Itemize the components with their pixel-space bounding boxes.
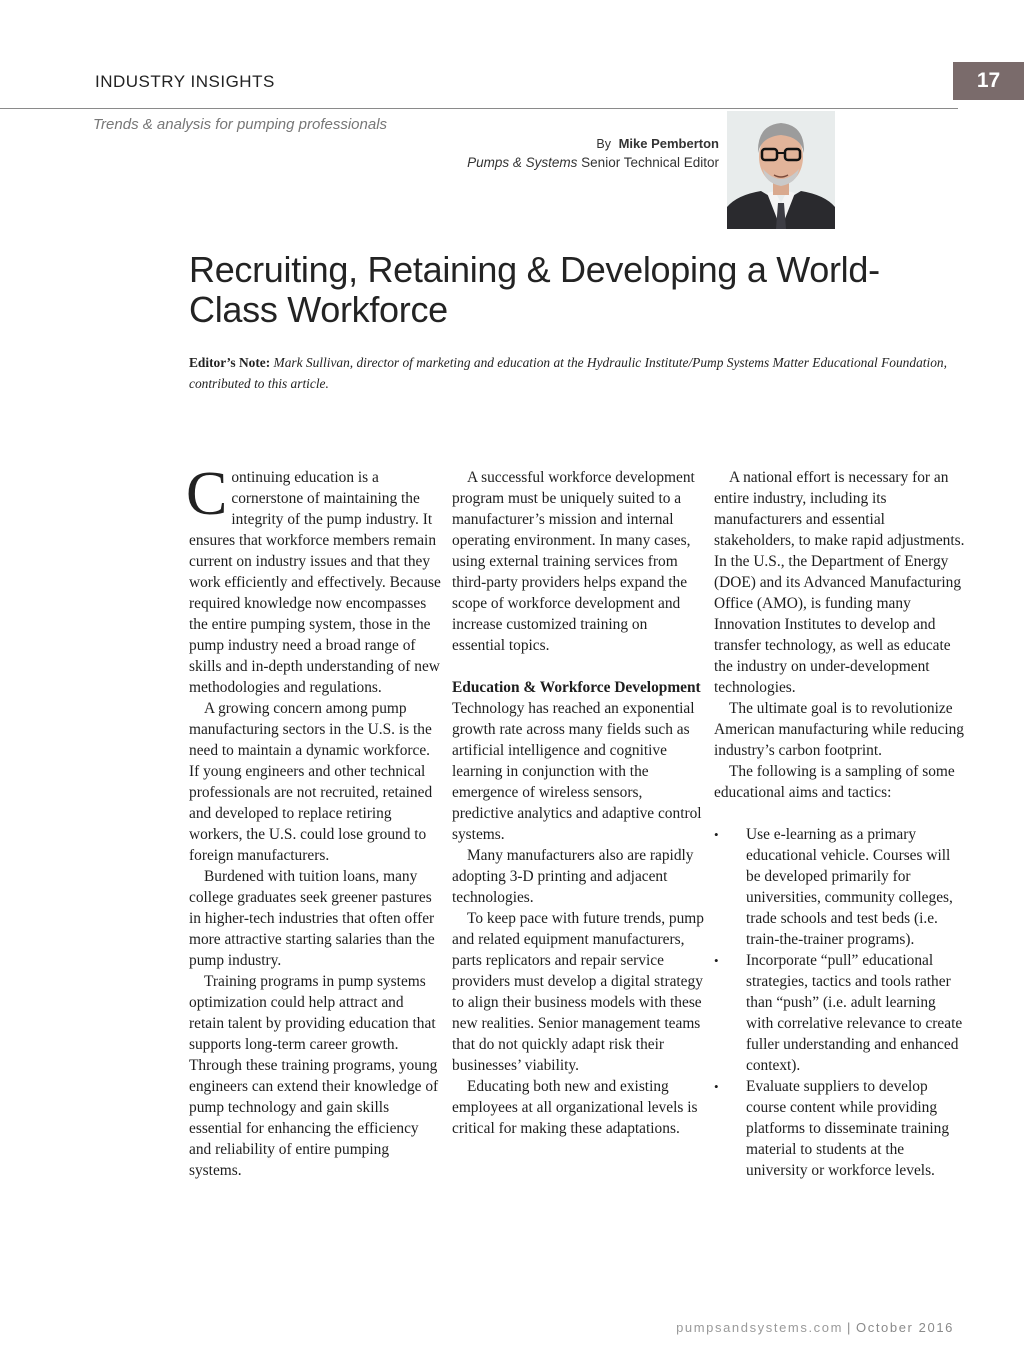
paragraph: The following is a sampling of some educational aims and tactics: bbox=[714, 763, 955, 801]
paragraph: To keep pace with future trends, pump and related equipment manufacturers, parts replicators and repair service providers must develop a digital strategy to align their business models with these new realities. Senior management teams that do not quickly adapt risk their businesses’ viability. bbox=[452, 910, 704, 1074]
page-footer bbox=[676, 1320, 954, 1335]
paragraph-text: ontinuing education is a cornerstone of maintaining the integrity of the pump industry. It ensures that workforce members remain current on industry issues and that they work efficiently and effectively. Because required knowledge now encompasses the entire pumping system, those in the pump industry need a broad range of skills and in-depth understanding of new methodologies and regulations. bbox=[189, 469, 441, 696]
editor-note-text: Mark Sullivan, director of marketing and education at the Hydraulic Institute/Pump Systems Matter Educational Foundation, contributed to this article. bbox=[189, 355, 947, 391]
spacer bbox=[452, 656, 704, 677]
subheading: Education & Workforce Development bbox=[452, 679, 701, 696]
paragraph: A growing concern among pump manufacturing sectors in the U.S. is the need to maintain a dynamic workforce. If young engineers and other technical professionals are not recruited, retained and developed to replace retiring workers, the U.S. could lose ground to foreign manufacturers. bbox=[189, 700, 433, 864]
footer-site: pumpsandsystems.com bbox=[676, 1320, 844, 1335]
author-title: Senior Technical Editor bbox=[581, 155, 719, 170]
paragraph: The ultimate goal is to revolutionize American manufacturing while reducing industry’s carbon footprint. bbox=[714, 700, 965, 759]
bullet-item: • Use e-learning as a primary educational vehicle. Courses will be developed primarily for universities, community colleges, trade schools and test beds (i.e. train-the-trainer programs). bbox=[714, 824, 966, 950]
paragraph: Technology has reached an exponential growth rate across many fields such as artificial intelligence and cognitive learning in conjunction with the emergence of wireless sensors, predictive analytics and adaptive control systems. bbox=[452, 700, 702, 843]
page-number: 17 bbox=[953, 62, 1024, 100]
paragraph bbox=[186, 460, 441, 698]
publication-name: Pumps & Systems bbox=[467, 155, 578, 170]
footer-separator: | bbox=[847, 1320, 853, 1335]
paragraph: A national effort is necessary for an entire industry, including its manufacturers and essential stakeholders, to make rapid adjustments. In the U.S., the Department of Energy (DOE) and its Advanced Manufacturing Office (AMO), is funding many Innovation Institutes to develop and transfer technology, as well as educate the industry on under-development technologies. bbox=[714, 469, 965, 696]
drop-cap: C bbox=[186, 460, 228, 528]
bullet-item: • Evaluate suppliers to develop course content while providing platforms to disseminate training material to students at the university or workforce levels. bbox=[714, 1076, 966, 1181]
bullet-list bbox=[714, 824, 966, 1181]
paragraph: Burdened with tuition loans, many college graduates seek greener pastures in higher-tech industries that often offer more attractive starting salaries than the pump industry. bbox=[189, 868, 435, 969]
editor-note bbox=[189, 352, 959, 394]
paragraph: A successful workforce development program must be uniquely suited to a manufacturer’s mission and internal operating environment. In many cases, using external training services from third-party providers helps expand the scope of workforce development and increase customized training on essential topics. bbox=[452, 469, 695, 654]
byline-by: By bbox=[596, 137, 611, 151]
column-1 bbox=[186, 460, 441, 1181]
byline bbox=[467, 136, 719, 170]
author-name: Mike Pemberton bbox=[618, 136, 719, 151]
tagline: Trends & analysis for pumping professionals bbox=[93, 116, 388, 133]
author-photo bbox=[727, 111, 835, 229]
footer-date: October 2016 bbox=[856, 1320, 954, 1335]
article-headline: Recruiting, Retaining & Developing a World-Class Workforce bbox=[189, 249, 880, 330]
bullet-item: • Incorporate “pull” educational strategies, tactics and tools rather than “push” (i.e. adult learning with correlative relevance to create fuller understanding and enhanced context). bbox=[714, 950, 966, 1076]
editor-note-label: Editor’s Note: bbox=[189, 355, 271, 370]
spacer bbox=[714, 803, 966, 824]
paragraph: Educating both new and existing employees at all organizational levels is critical for making these adaptations. bbox=[452, 1078, 698, 1137]
paragraph: Training programs in pump systems optimization could help attract and retain talent by providing education that supports long-term career growth. Through these training programs, young engineers can extend their knowledge of pump technology and gain skills essential for enhancing the efficiency and reliability of entire pumping systems. bbox=[189, 973, 439, 1179]
header-rule bbox=[0, 108, 958, 109]
column-2 bbox=[452, 467, 704, 1139]
paragraph: Many manufacturers also are rapidly adopting 3-D printing and adjacent technologies. bbox=[452, 847, 694, 906]
author-role bbox=[467, 155, 719, 170]
section-label: INDUSTRY INSIGHTS bbox=[95, 72, 275, 91]
author-portrait-image bbox=[727, 111, 835, 229]
column-3 bbox=[714, 467, 966, 1181]
